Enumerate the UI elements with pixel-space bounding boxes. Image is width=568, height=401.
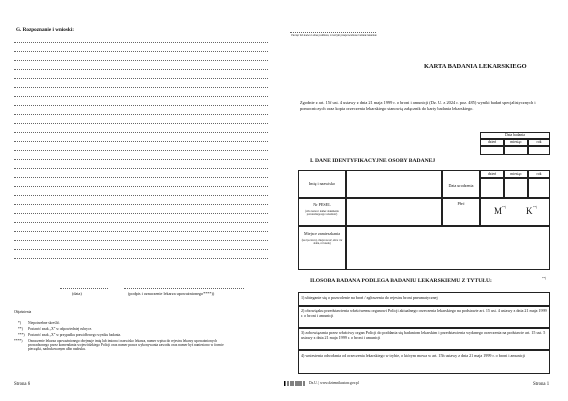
right-page bbox=[284, 0, 568, 401]
section-g-title: G. Rozpoznanie i wnioski: bbox=[16, 27, 74, 33]
reason-1[interactable]: 1) ubieganie się o pozwolenie na broń / zgłoszenia do rejestru broni pneumatycznej bbox=[301, 295, 438, 300]
note-3-mark: ***) bbox=[18, 333, 25, 337]
pesel-sublabel: (albo nazwa i numer dokumentu potwierdzającego tożsamość) bbox=[305, 210, 339, 217]
birth-year-value[interactable] bbox=[528, 178, 550, 198]
note-3-text: Postawić znak „X” w przypadku prawidłowego wyniku badania. bbox=[28, 333, 122, 337]
name-label: Imię i nazwisko bbox=[308, 181, 336, 186]
pesel-value[interactable] bbox=[346, 198, 442, 226]
signature-line bbox=[124, 288, 244, 289]
reason-2[interactable]: 2) obowiązku przedstawienia właściwemu organowi Policji aktualnego orzeczenia lekarskiego na podstawie art. 15 ust. 4 ustawy z dnia 21 maja 1999 r. o broni i amunicji bbox=[301, 308, 547, 318]
note-4-text: Oznaczenie lekarza upoważnionego obejmuje imię lub imiona i nazwisko lekarza, numer wpisu do rejestru lekarzy upoważnionych prowadzonego przez komendanta wojewódzkiego Policji oraz numer prawa wykonywania zawodu oraz numer byś naniesiono w formie pieczątki, nadrukowanym albo nadruku. bbox=[28, 339, 224, 352]
sex-m-mark: **) bbox=[502, 205, 506, 209]
signature-label: (podpis i oznaczenie lekarza upoważnionego****)) bbox=[128, 291, 215, 296]
note-1-mark: *) bbox=[18, 321, 21, 325]
note-2-mark: **) bbox=[18, 327, 23, 331]
exam-date-year: rok bbox=[536, 140, 542, 144]
exam-date-header: Data badania bbox=[505, 133, 525, 137]
note-1-text: Niepotrzebne skreślić. bbox=[28, 321, 61, 325]
footer-code: Dz.U. | www.dziennikustaw.gov.pl bbox=[309, 381, 359, 385]
section-2-title: II.OSOBA BADANA PODLEGA BADANIU LEKARSKIEMU Z TYTUŁU: bbox=[310, 278, 492, 284]
pesel-label: Nr PESEL bbox=[313, 202, 331, 207]
date-line bbox=[60, 288, 108, 289]
birth-year-label: rok bbox=[536, 172, 542, 176]
stamp-line bbox=[290, 32, 376, 33]
reason-3[interactable]: 3) zobowiązania przez właściwy organ Policji do poddania się badaniom lekarskim i przedstawienia wydanego orzeczenia na podstawie art. 15 ust. 5 ustawy z dnia 21 maja 1999 r. o broni i amunicji bbox=[301, 330, 546, 340]
address-label: Miejsce zamieszkania bbox=[303, 231, 341, 236]
birth-day-label: dzień bbox=[487, 172, 497, 176]
date-label: (data) bbox=[72, 291, 82, 296]
note-2-text: Postawić znak „X” w odpowiedniej rubryce. bbox=[28, 327, 93, 331]
note-4-mark: ****) bbox=[14, 339, 23, 343]
birth-label: Data urodzenia bbox=[448, 183, 474, 188]
stamp-caption: Pieczęć lub nazwa i adres podmiotu, w którym przeprowadzono badanie lekarskie bbox=[291, 34, 377, 37]
exam-date-day: dzień bbox=[487, 140, 497, 144]
conclusions-lines bbox=[14, 42, 268, 260]
notes-title: Objaśnienia bbox=[14, 310, 32, 314]
sex-k-option[interactable]: K bbox=[526, 206, 533, 216]
section-2-mark: **) bbox=[542, 276, 546, 280]
address-value[interactable] bbox=[346, 226, 550, 270]
exam-date-table bbox=[480, 132, 550, 156]
name-value[interactable] bbox=[346, 170, 442, 198]
birth-month-label: miesiąc bbox=[510, 172, 522, 176]
barcode bbox=[284, 381, 306, 386]
section-1-title: I. DANE IDENTYFIKACYJNE OSOBY BADANEJ bbox=[310, 158, 436, 164]
birth-month-value[interactable] bbox=[504, 178, 528, 198]
birth-day-value[interactable] bbox=[480, 178, 504, 198]
right-page-number: Strona 1 bbox=[533, 382, 550, 387]
card-title: KARTA BADANIA LEKARSKIEGO bbox=[424, 63, 527, 70]
address-sublabel: (kod pocztowy, miejscowość, ulica i nr domu, nr lokalu) bbox=[301, 239, 343, 246]
intro-text: Zgodnie z art. 15f ust. 4 ustawy z dnia 21 maja 1999 r. o broni i amunicji (Dz. U. z 2024 r. poz. 485) wyniki badań specjalistycznych i pomocniczych oraz kopia orzeczenia lekarskiego stanowią załącznik do karty badania lekarskiego. bbox=[300, 100, 536, 111]
reasons-table bbox=[298, 292, 550, 374]
sex-m-option[interactable]: M bbox=[494, 206, 503, 216]
sex-label: Płeć bbox=[457, 201, 465, 206]
identification-table bbox=[298, 170, 550, 270]
reason-4[interactable]: 4) wniesienia odwołania od orzeczenia lekarskiego w trybie, o którym mowa w art. 15h ustawy z dnia 21 maja 1999 r. o broni i amunicji bbox=[301, 353, 525, 358]
sex-k-mark: **) bbox=[533, 205, 537, 209]
exam-date-month: miesiąc bbox=[510, 140, 522, 144]
left-page-number: Strona 6 bbox=[14, 382, 31, 387]
